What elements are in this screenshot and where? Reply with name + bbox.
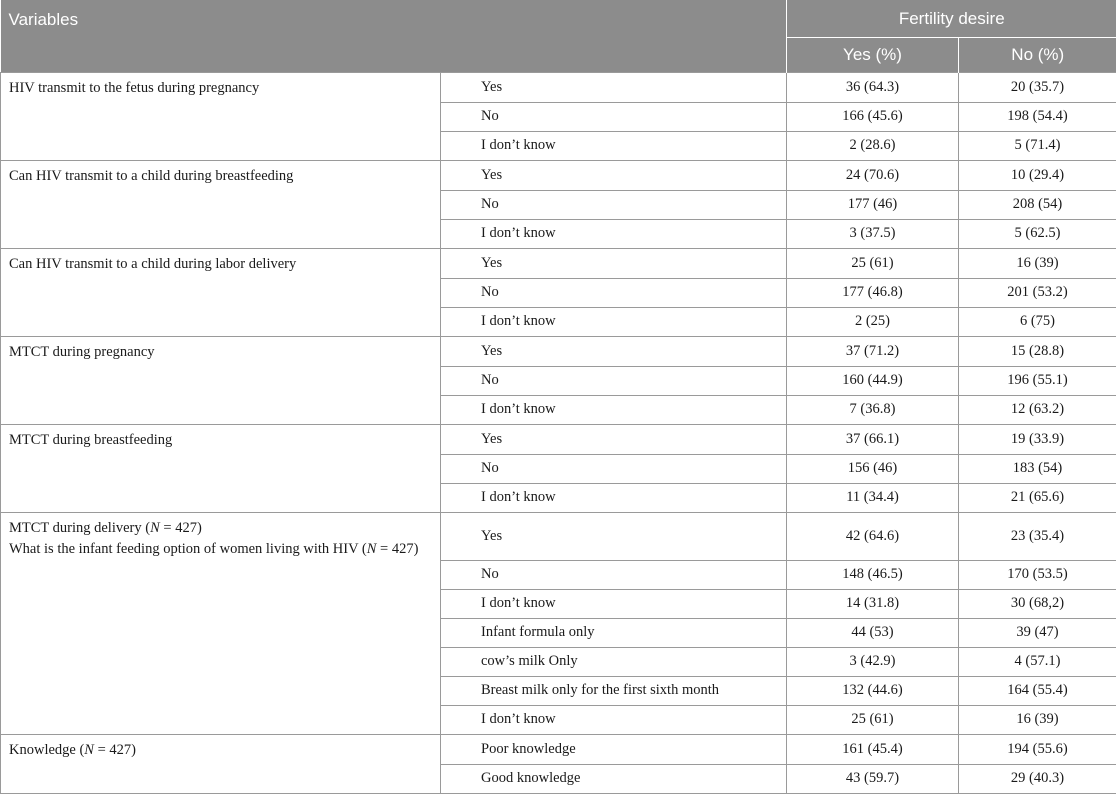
table-row — [1, 513, 1116, 561]
variable-label: HIV transmit to the fetus during pregnancy — [9, 78, 432, 99]
no-value-cell: 30 (68,2) — [959, 589, 1116, 618]
category-cell: Breast milk only for the first sixth month — [441, 676, 787, 705]
table-body — [1, 73, 1116, 794]
table-row — [1, 395, 1116, 425]
variable-cell — [1, 764, 441, 794]
variable-cell — [1, 483, 441, 513]
no-value-cell: 198 (54.4) — [959, 102, 1116, 131]
category-cell: No — [441, 366, 787, 395]
yes-value-cell: 3 (42.9) — [787, 647, 959, 676]
variable-cell — [1, 366, 441, 395]
no-value-cell: 208 (54) — [959, 190, 1116, 219]
no-value-cell: 15 (28.8) — [959, 337, 1116, 367]
yes-value-cell: 166 (45.6) — [787, 102, 959, 131]
yes-value-cell: 3 (37.5) — [787, 219, 959, 249]
yes-value-cell: 161 (45.4) — [787, 735, 959, 765]
no-value-cell: 164 (55.4) — [959, 676, 1116, 705]
variable-cell — [1, 131, 441, 161]
variable-label: Knowledge (N = 427) — [9, 740, 432, 761]
variable-cell — [1, 454, 441, 483]
no-value-cell: 170 (53.5) — [959, 560, 1116, 589]
table-row — [1, 249, 1116, 279]
category-cell: Yes — [441, 161, 787, 191]
table-row — [1, 131, 1116, 161]
no-value-cell: 12 (63.2) — [959, 395, 1116, 425]
table-row — [1, 307, 1116, 337]
header-variables: Variables — [1, 0, 787, 73]
no-value-cell: 201 (53.2) — [959, 278, 1116, 307]
variable-label: MTCT during pregnancy — [9, 342, 432, 363]
yes-value-cell: 25 (61) — [787, 249, 959, 279]
variable-cell — [1, 705, 441, 735]
table-row — [1, 161, 1116, 191]
yes-value-cell: 160 (44.9) — [787, 366, 959, 395]
variable-cell — [1, 190, 441, 219]
no-value-cell: 4 (57.1) — [959, 647, 1116, 676]
yes-value-cell: 14 (31.8) — [787, 589, 959, 618]
variable-label: What is the infant feeding option of women living with HIV (N = 427) — [9, 539, 432, 560]
variable-label: MTCT during breastfeeding — [9, 430, 432, 451]
header-yes-percent: Yes (%) — [787, 38, 959, 73]
category-cell: I don’t know — [441, 219, 787, 249]
variable-cell — [1, 618, 441, 647]
table-row — [1, 190, 1116, 219]
variable-cell — [1, 560, 441, 589]
no-value-cell: 183 (54) — [959, 454, 1116, 483]
no-value-cell: 194 (55.6) — [959, 735, 1116, 765]
table-row — [1, 705, 1116, 735]
no-value-cell: 29 (40.3) — [959, 764, 1116, 794]
variable-label: Can HIV transmit to a child during labor delivery — [9, 254, 432, 275]
category-cell: cow’s milk Only — [441, 647, 787, 676]
table-row — [1, 483, 1116, 513]
yes-value-cell: 2 (28.6) — [787, 131, 959, 161]
category-cell: Yes — [441, 337, 787, 367]
yes-value-cell: 37 (66.1) — [787, 425, 959, 455]
no-value-cell: 20 (35.7) — [959, 73, 1116, 103]
category-cell: Yes — [441, 513, 787, 561]
category-cell: I don’t know — [441, 131, 787, 161]
variable-cell — [1, 161, 441, 191]
variable-cell — [1, 102, 441, 131]
table-row — [1, 618, 1116, 647]
yes-value-cell: 36 (64.3) — [787, 73, 959, 103]
category-cell: No — [441, 102, 787, 131]
category-cell: No — [441, 190, 787, 219]
no-value-cell: 5 (62.5) — [959, 219, 1116, 249]
category-cell: No — [441, 278, 787, 307]
no-value-cell: 39 (47) — [959, 618, 1116, 647]
variable-cell — [1, 513, 441, 561]
variable-cell — [1, 337, 441, 367]
variable-label: MTCT during delivery (N = 427) — [9, 518, 432, 539]
table-row — [1, 102, 1116, 131]
table-row — [1, 219, 1116, 249]
variable-cell — [1, 589, 441, 618]
no-value-cell: 16 (39) — [959, 705, 1116, 735]
no-value-cell: 5 (71.4) — [959, 131, 1116, 161]
table-row — [1, 735, 1116, 765]
no-value-cell: 19 (33.9) — [959, 425, 1116, 455]
no-value-cell: 196 (55.1) — [959, 366, 1116, 395]
category-cell: I don’t know — [441, 307, 787, 337]
yes-value-cell: 177 (46) — [787, 190, 959, 219]
category-cell: I don’t know — [441, 589, 787, 618]
no-value-cell: 21 (65.6) — [959, 483, 1116, 513]
yes-value-cell: 24 (70.6) — [787, 161, 959, 191]
yes-value-cell: 132 (44.6) — [787, 676, 959, 705]
category-cell: Poor knowledge — [441, 735, 787, 765]
variable-cell — [1, 395, 441, 425]
table-row — [1, 425, 1116, 455]
yes-value-cell: 156 (46) — [787, 454, 959, 483]
category-cell: I don’t know — [441, 483, 787, 513]
table-row — [1, 337, 1116, 367]
category-cell: No — [441, 560, 787, 589]
table-row — [1, 366, 1116, 395]
category-cell: Yes — [441, 73, 787, 103]
table-row — [1, 454, 1116, 483]
no-value-cell: 23 (35.4) — [959, 513, 1116, 561]
table-row — [1, 278, 1116, 307]
header-no-percent: No (%) — [959, 38, 1116, 73]
yes-value-cell: 44 (53) — [787, 618, 959, 647]
variable-cell — [1, 278, 441, 307]
yes-value-cell: 25 (61) — [787, 705, 959, 735]
header-fertility-desire: Fertility desire — [787, 0, 1116, 38]
yes-value-cell: 7 (36.8) — [787, 395, 959, 425]
variable-cell — [1, 676, 441, 705]
variable-cell — [1, 249, 441, 279]
variable-cell — [1, 219, 441, 249]
no-value-cell: 10 (29.4) — [959, 161, 1116, 191]
yes-value-cell: 43 (59.7) — [787, 764, 959, 794]
yes-value-cell: 2 (25) — [787, 307, 959, 337]
table-row — [1, 589, 1116, 618]
yes-value-cell: 177 (46.8) — [787, 278, 959, 307]
table-row — [1, 560, 1116, 589]
no-value-cell: 6 (75) — [959, 307, 1116, 337]
category-cell: I don’t know — [441, 395, 787, 425]
category-cell: Yes — [441, 249, 787, 279]
table-row — [1, 676, 1116, 705]
table-row — [1, 73, 1116, 103]
no-value-cell: 16 (39) — [959, 249, 1116, 279]
category-cell: No — [441, 454, 787, 483]
table-row — [1, 764, 1116, 794]
variable-cell — [1, 735, 441, 765]
yes-value-cell: 148 (46.5) — [787, 560, 959, 589]
category-cell: Good knowledge — [441, 764, 787, 794]
variable-cell — [1, 307, 441, 337]
yes-value-cell: 11 (34.4) — [787, 483, 959, 513]
yes-value-cell: 37 (71.2) — [787, 337, 959, 367]
category-cell: I don’t know — [441, 705, 787, 735]
variable-label: Can HIV transmit to a child during breastfeeding — [9, 166, 432, 187]
category-cell: Infant formula only — [441, 618, 787, 647]
category-cell: Yes — [441, 425, 787, 455]
yes-value-cell: 42 (64.6) — [787, 513, 959, 561]
variable-cell — [1, 73, 441, 103]
variable-cell — [1, 425, 441, 455]
